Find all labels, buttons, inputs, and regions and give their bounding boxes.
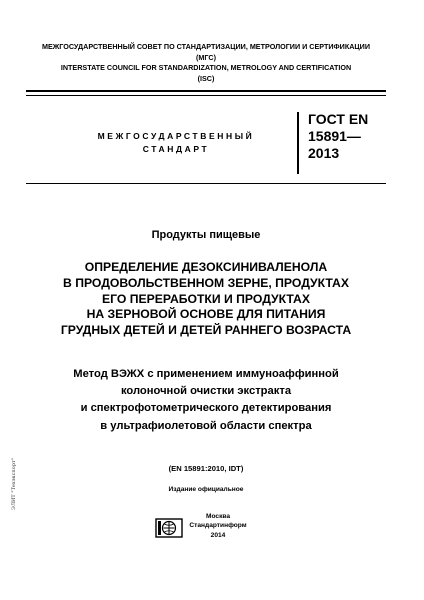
council-abbr-ru: (МГС): [196, 52, 216, 62]
council-name-ru: МЕЖГОСУДАРСТВЕННЫЙ СОВЕТ ПО СТАНДАРТИЗАЦИИ, МЕТРОЛОГИИ И СЕРТИФИКАЦИИ: [41, 42, 371, 51]
publisher-year: 2014: [210, 531, 226, 539]
standard-type: [66, 130, 286, 156]
side-stamp: ЭЛИТ "Техэкспорт": [11, 457, 17, 510]
standard-type-line2: СТАНДАРТ: [142, 144, 210, 154]
method-line: и спектрофотометрического детектирования: [80, 402, 332, 415]
designation-line1: ГОСТ EN: [308, 111, 369, 127]
identity-reference: (EN 15891:2010, IDT): [168, 464, 244, 473]
method-line: в ультрафиолетовой области спектра: [100, 419, 312, 432]
designation-line2: 15891—: [308, 128, 361, 144]
title-line: ГРУДНЫХ ДЕТЕЙ И ДЕТЕЙ РАННЕГО ВОЗРАСТА: [60, 323, 352, 338]
designation-line3: 2013: [308, 145, 340, 161]
top-divider-thick: [26, 90, 386, 92]
council-header: [26, 42, 386, 84]
middle-divider: [26, 183, 386, 184]
edition-label: Издание официальное: [168, 486, 244, 493]
method-line: Метод ВЭЖХ с применением иммуноаффинной: [73, 368, 339, 380]
title-line: ОПРЕДЕЛЕНИЕ ДЕЗОКСИНИВАЛЕНОЛА: [84, 260, 328, 274]
title-line: НА ЗЕРНОВОЙ ОСНОВЕ ДЛЯ ПИТАНИЯ: [86, 307, 326, 322]
document-subtitle: Продукты пищевые: [151, 229, 261, 241]
council-name-en: INTERSTATE COUNCIL FOR STANDARDIZATION, METROLOGY AND CERTIFICATION: [60, 63, 352, 72]
logo-graphic: [155, 518, 183, 538]
method-line: колоночной очистки экстракта: [120, 385, 292, 398]
standartinform-logo-icon: [155, 518, 183, 538]
designation-divider: [297, 112, 299, 174]
top-divider-thin: [26, 95, 386, 96]
document-title: [26, 260, 386, 339]
publisher-block: [188, 512, 248, 540]
council-abbr-en: (ISC): [197, 73, 215, 83]
title-line: ЕГО ПЕРЕРАБОТКИ И ПРОДУКТАХ: [102, 291, 310, 306]
standard-type-line1: МЕЖГОСУДАРСТВЕННЫЙ: [97, 131, 255, 141]
title-line: В ПРОДОВОЛЬСТВЕННОМ ЗЕРНЕ, ПРОДУКТАХ: [63, 275, 349, 290]
standard-designation: [308, 111, 368, 162]
method-description: [26, 366, 386, 435]
publisher-city: Москва: [205, 513, 231, 520]
publisher-name: Стандартинформ: [189, 522, 247, 530]
